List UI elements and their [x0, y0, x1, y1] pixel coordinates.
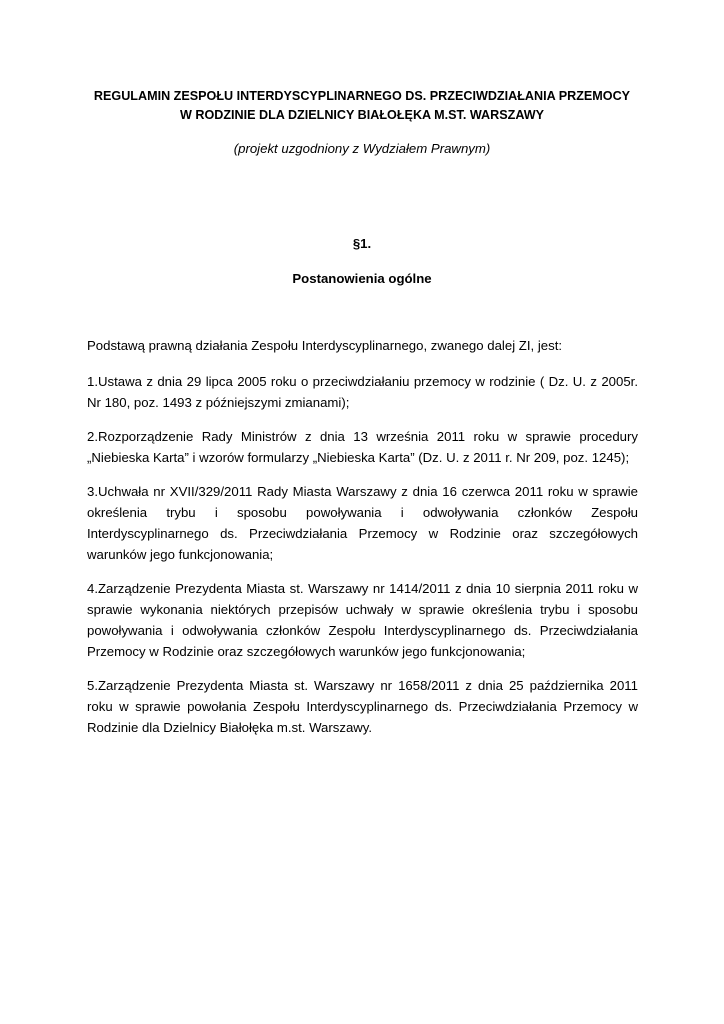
document-title: [60, 87, 664, 125]
document-body: [87, 335, 638, 751]
section-title: Postanowienia ogólne: [292, 271, 432, 286]
legal-basis-item-2: 2.Rozporządzenie Rady Ministrów z dnia 13 września 2011 roku w sprawie procedury „Niebieska Karta” i wzorów formularzy „Niebieska Karta” (Dz. U. z 2011 r. Nr 209, poz. 1245);: [87, 429, 638, 465]
title-line-2: W RODZINIE DLA DZIELNICY BIAŁOŁĘKA M.ST. WARSZAWY: [179, 108, 545, 122]
legal-basis-item-5: 5.Zarządzenie Prezydenta Miasta st. Warszawy nr 1658/2011 z dnia 25 października 2011 roku w sprawie powołania Zespołu Interdyscyplinarnego ds. Przeciwdziałania Przemocy w Rodzinie dla Dzielnicy Białołęka m.st. Warszawy.: [87, 678, 638, 735]
legal-basis-item-1: 1.Ustawa z dnia 29 lipca 2005 roku o przeciwdziałaniu przemocy w rodzinie ( Dz. U. z 2005r. Nr 180, poz. 1493 z późniejszymi zmianami);: [87, 374, 638, 410]
legal-basis-item-4: 4.Zarządzenie Prezydenta Miasta st. Warszawy nr 1414/2011 z dnia 10 sierpnia 2011 roku w sprawie wykonania niektórych przepisów uchwały w sprawie określenia trybu i sposobu powoływania i odwoływania członków Zespołu Interdyscyplinarnego ds. Przeciwdziałania Przemocy w Rodzinie oraz szczegółowych warunków jego funkcjonowania;: [87, 581, 638, 659]
intro-paragraph: Podstawą prawną działania Zespołu Interdyscyplinarnego, zwanego dalej ZI, jest:: [87, 338, 563, 353]
title-line-1: REGULAMIN ZESPOŁU INTERDYSCYPLINARNEGO DS. PRZECIWDZIAŁANIA PRZEMOCY: [93, 89, 631, 103]
legal-basis-item-3: 3.Uchwała nr XVII/329/2011 Rady Miasta Warszawy z dnia 16 czerwca 2011 roku w sprawie określenia trybu i sposobu powoływania i odwoływania członków Zespołu Interdyscyplinarnego ds. Przeciwdziałania Przemocy w Rodzinie oraz szczegółowych warunków jego funkcjonowania;: [87, 484, 638, 562]
document-subtitle: (projekt uzgodniony z Wydziałem Prawnym): [233, 141, 491, 156]
section-number: §1.: [352, 236, 372, 251]
